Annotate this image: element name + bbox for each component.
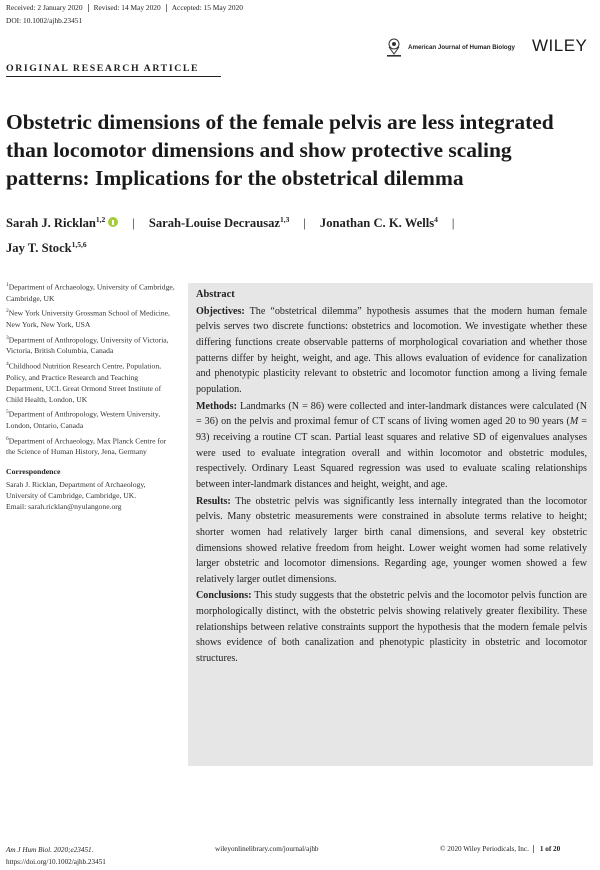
author-name[interactable]: Jonathan C. K. Wells: [319, 216, 435, 231]
publisher-logo[interactable]: WILEY: [532, 36, 588, 55]
correspondence-heading: Correspondence: [6, 467, 61, 477]
accepted-date: Accepted: 15 May 2020: [171, 3, 243, 12]
affiliations: [6, 280, 176, 512]
affiliation: $^1$Department of Archaeology, University of Cambridge, Cambridge, UK: [6, 282, 175, 303]
abstract-heading: Abstract: [196, 289, 235, 300]
article-doi: DOI: 10.1002/ajhb.23451: [6, 16, 83, 25]
affiliation: $^3$Department of Anthropology, University of Victoria, Victoria, British Columbia, Canada: [6, 334, 169, 356]
article-title: Obstetric dimensions of the female pelvis are less integrated than locomotor dimensions and show protective scaling patterns: Implications for the obstetrical dilemma: [6, 110, 554, 190]
author-affil-sup: 1,2: [95, 215, 106, 224]
author-affil-sup: 1,5,6: [71, 240, 87, 250]
abstract-objectives: Objectives: The “obstetrical dilemma” hypothesis assumes that the modern human female pelvis serves two discrete functions: obstetrics and locomotion. We investigate whether these differing functions create observable patterns of morphological covariation and whether those patterns differ by height, weight, and age. This allows evaluation of evidence for canalization and phenotypic plasticity relevant to obstetric and locomotor function among a living female population.: [196, 305, 587, 395]
footer-right: [440, 845, 560, 853]
affiliation: $^5$Department of Anthropology, Western University, London, Ontario, Canada: [6, 409, 161, 431]
page-number: 1 of 20: [533, 845, 560, 853]
author-separator: |: [303, 216, 306, 231]
author-list: [6, 209, 586, 259]
article-type-rule: [6, 76, 221, 77]
correspondence-email[interactable]: Email: sarah.ricklan@nyulangone.org: [6, 501, 122, 511]
journal-site-link[interactable]: wileyonlinelibrary.com/journal/ajhb: [215, 845, 319, 853]
doi-link[interactable]: https://doi.org/10.1002/ajhb.23451: [6, 858, 106, 866]
revised-date: Revised: 14 May 2020: [93, 3, 161, 12]
received-date: Received: 2 January 2020: [6, 3, 83, 12]
author-name[interactable]: Sarah-Louise Decrausaz: [148, 216, 281, 231]
author-name[interactable]: Jay T. Stock: [6, 241, 72, 256]
citation-text: Am J Hum Biol. 2020;e23451.: [6, 846, 94, 854]
footer-citation: [6, 844, 106, 868]
affiliation: $^4$Childhood Nutrition Research Centre, Population, Policy, and Practice Research and Teaching Department, UCL Great Ormond Street Institute of Child Health, London, UK: [6, 360, 162, 404]
abstract-methods: Methods: Landmarks (N = 86) were collected and inter-landmark distances were calculated (N = 36) on the pelvis and proximal femur of CT scans of living women aged 20 to 90 years (M = 93) receiving a routine CT scan. Partial least squares and relative SD of eigenvalues analyses were used to evaluate integration overall and within locomotor and obstetric modules, respectively. Ordinary Least Squared regression was used to evaluate scaling relationships between inter-landmark distances and height, weight, and age.: [196, 400, 587, 490]
journal-logo-icon: [385, 38, 403, 58]
orcid-icon[interactable]: [108, 217, 118, 227]
copyright: © 2020 Wiley Periodicals, Inc.: [440, 845, 529, 853]
abstract: [196, 287, 587, 668]
author-affil-sup: 1,3: [280, 215, 290, 224]
author-affil-sup: 4: [434, 215, 438, 224]
affiliation: $^6$Department of Archaeology, Max Planck Centre for the Science of Human History, Jena, Germany: [6, 435, 167, 457]
correspondence-text: Sarah J. Ricklan, Department of Archaeology, University of Cambridge, Cambridge, UK.: [6, 479, 146, 500]
author-separator: |: [132, 216, 135, 231]
abstract-results: Results: The obstetric pelvis was significantly less internally integrated than the locomotor pelvis. Many obstetric measurements were constrained in absolute terms relative to height; shorter women had relatively larger birth canal dimensions, and several key obstetric dimensions showed relative freedom from height. Lower weight women had some relatively larger obstetric and locomotor dimensions. Regarding age, younger women showed a few relatively larger outlet dimensions.: [196, 495, 588, 585]
history-dates: [6, 3, 248, 12]
article-type: ORIGINAL RESEARCH ARTICLE: [6, 63, 200, 74]
journal-name[interactable]: American Journal of Human Biology: [408, 44, 515, 51]
affiliation: $^2$New York University Grossman School of Medicine, New York, New York, USA: [6, 308, 170, 329]
author-name[interactable]: Sarah J. Ricklan: [6, 216, 96, 231]
abstract-conclusions: Conclusions: This study suggests that the obstetric pelvis and the locomotor pelvis function are morphologically distinct, with the obstetric pelvis showing relatively greater flexibility. These relationships between relative constraints support the hypothesis that the modern female pelvis shows evidence of both canalization and phenotypic plasticity in obstetric and locomotor structures.: [196, 590, 588, 665]
author-separator: |: [451, 216, 455, 231]
